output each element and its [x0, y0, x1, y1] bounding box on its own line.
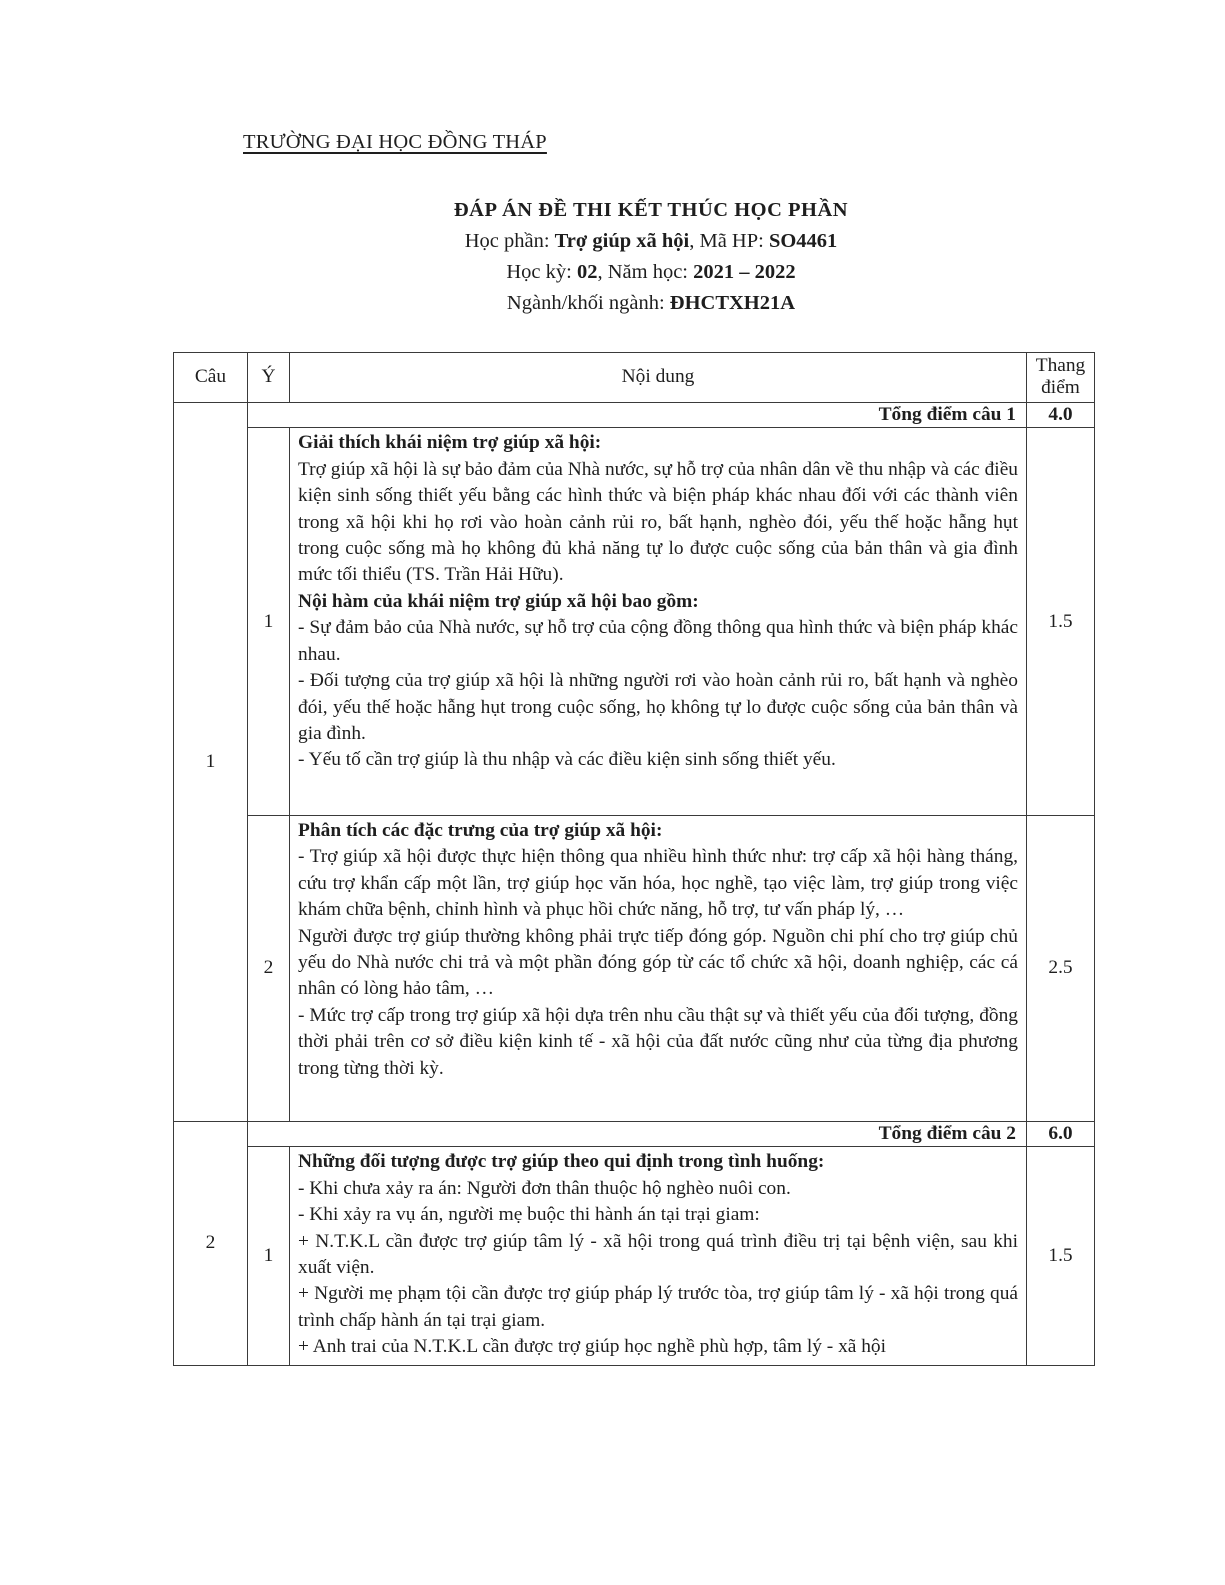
term-value: 02	[576, 261, 598, 283]
code-prefix: , Mã HP:	[689, 230, 769, 252]
header-noi-dung: Nội dung	[290, 353, 1027, 403]
q1-part1-y: 1	[248, 428, 290, 816]
q1-part2-score: 2.5	[1027, 816, 1095, 1122]
q1-part2-content	[290, 816, 1027, 1122]
major-value: ĐHCTXH21A	[669, 292, 796, 314]
q2-part1-bullet5: + Anh trai của N.T.K.L cần được trợ giúp học nghề phù hợp, tâm lý - xã hội	[298, 1336, 887, 1358]
document-title: ĐÁP ÁN ĐỀ THI KẾT THÚC HỌC PHẦN	[453, 199, 849, 221]
q2-total-label: Tổng điểm câu 2	[248, 1121, 1027, 1146]
q1-part1-heading1: Giải thích khái niệm trợ giúp xã hội:	[298, 432, 602, 454]
q1-part2-bullet1: - Trợ giúp xã hội được thực hiện thông qua nhiều hình thức như: trợ cấp xã hội hàng tháng, cứu trợ khẩn cấp một lần, trợ giúp học văn hóa, học nghề, tạo việc làm, trợ giúp trong việc khám chữa bệnh, chỉnh hình và phục hồi chức năng, hỗ trợ, tư vấn pháp lý, …	[298, 846, 1018, 921]
header-y: Ý	[248, 353, 290, 403]
q1-total-row	[174, 402, 1095, 427]
q2-part1-content	[290, 1147, 1027, 1366]
header-cau: Câu	[174, 353, 248, 403]
term-prefix: Học kỳ:	[506, 261, 577, 283]
q1-part2-bullet3: - Mức trợ cấp trong trợ giúp xã hội dựa trên nhu cầu thật sự và thiết yếu của đối tượng, đồng thời phải trên cơ sở điều kiện kinh tế - xã hội của đất nước cũng như của từng địa phương trong từng thời kỳ.	[298, 1004, 1018, 1079]
header-thang: Thang	[1035, 355, 1086, 377]
q2-part1-row	[174, 1147, 1095, 1366]
q1-part1-bullet1: - Sự đảm bảo của Nhà nước, sự hỗ trợ của cộng đồng thông qua hình thức và biện pháp khác nhau.	[298, 617, 1018, 665]
major-line	[300, 288, 1002, 319]
answer-table	[173, 352, 1095, 1366]
q2-part1-heading1: Những đối tượng được trợ giúp theo qui định trong tình huống:	[298, 1151, 825, 1173]
year-prefix: , Năm học:	[597, 261, 694, 283]
q1-part1-bullet3: - Yếu tố cần trợ giúp là thu nhập và các điều kiện sinh sống thiết yếu.	[298, 749, 836, 771]
q1-part2-bullet2: Người được trợ giúp thường không phải trực tiếp đóng góp. Nguồn chi phí cho trợ giúp chủ yếu do Nhà nước chi trả và một phần đóng góp từ các tổ chức xã hội, doanh nghiệp, các cá nhân có lòng hảo tâm, …	[298, 925, 1018, 1000]
course-prefix: Học phần:	[464, 230, 555, 252]
course-code: SO4461	[768, 230, 838, 252]
q1-part1-bullet2: - Đối tượng của trợ giúp xã hội là những người rơi vào hoàn cảnh rủi ro, bất hạnh và nghèo đói, yếu thế hoặc hẫng hụt trong cuộc sống, họ không tự lo được cuộc sống của bản thân và gia đình.	[298, 670, 1018, 744]
exam-header	[300, 195, 1002, 319]
q2-part1-bullet3: + N.T.K.L cần được trợ giúp tâm lý - xã hội trong quá trình điều trị tại bệnh viện, sau khi xuất viện.	[298, 1230, 1018, 1279]
q2-total-row	[174, 1121, 1095, 1146]
q2-part1-bullet1: - Khi chưa xảy ra án: Người đơn thân thuộc hộ nghèo nuôi con.	[298, 1177, 791, 1199]
header-diem: điểm	[1041, 377, 1080, 399]
q1-part2-y: 2	[248, 816, 290, 1122]
q1-number: 1	[174, 402, 248, 1121]
q1-part1-content	[290, 428, 1027, 816]
table-header-row	[174, 353, 1095, 403]
major-prefix: Ngành/khối ngành:	[506, 292, 670, 314]
q2-total-value: 6.0	[1027, 1121, 1095, 1146]
term-line	[300, 257, 1002, 288]
q2-part1-bullet4: + Người mẹ phạm tội cần được trợ giúp pháp lý trước tòa, trợ giúp tâm lý - xã hội trong quá trình chấp hành án tại trại giam.	[298, 1283, 1018, 1331]
course-name: Trợ giúp xã hội	[554, 230, 690, 252]
q1-part1-score: 1.5	[1027, 428, 1095, 816]
q1-total-value: 4.0	[1027, 402, 1095, 427]
q2-part1-score: 1.5	[1027, 1147, 1095, 1366]
q1-part2-row	[174, 816, 1095, 1122]
q1-total-label: Tổng điểm câu 1	[248, 402, 1027, 427]
q1-part1-heading2: Nội hàm của khái niệm trợ giúp xã hội bao gồm:	[298, 590, 699, 612]
q1-part1-text1: Trợ giúp xã hội là sự bảo đảm của Nhà nước, sự hỗ trợ của nhân dân về thu nhập và các điều kiện sinh sống thiết yếu bằng các hình thức và biện pháp khác nhau đối với các thành viên trong xã hội khi họ rơi vào hoàn cảnh rủi ro, bất hạnh, nghèo đói, yếu thế hoặc hẫng hụt trong cuộc sống mà họ không đủ khả năng tự lo được cuộc sống của bản thân và gia đình mức tối thiểu (TS. Trần Hải Hữu).	[298, 458, 1018, 586]
year-value: 2021 – 2022	[693, 261, 796, 283]
q2-number: 2	[174, 1121, 248, 1365]
q1-part2-heading1: Phân tích các đặc trưng của trợ giúp xã hội:	[298, 820, 663, 841]
course-line	[300, 226, 1002, 257]
q2-part1-bullet2: - Khi xảy ra vụ án, người mẹ buộc thi hành án tại trại giam:	[298, 1204, 760, 1226]
header-thang-diem	[1027, 353, 1095, 403]
school-name: TRƯỜNG ĐẠI HỌC ĐỒNG THÁP	[243, 131, 547, 153]
q1-part1-row	[174, 428, 1095, 816]
q2-part1-y: 1	[248, 1147, 290, 1366]
